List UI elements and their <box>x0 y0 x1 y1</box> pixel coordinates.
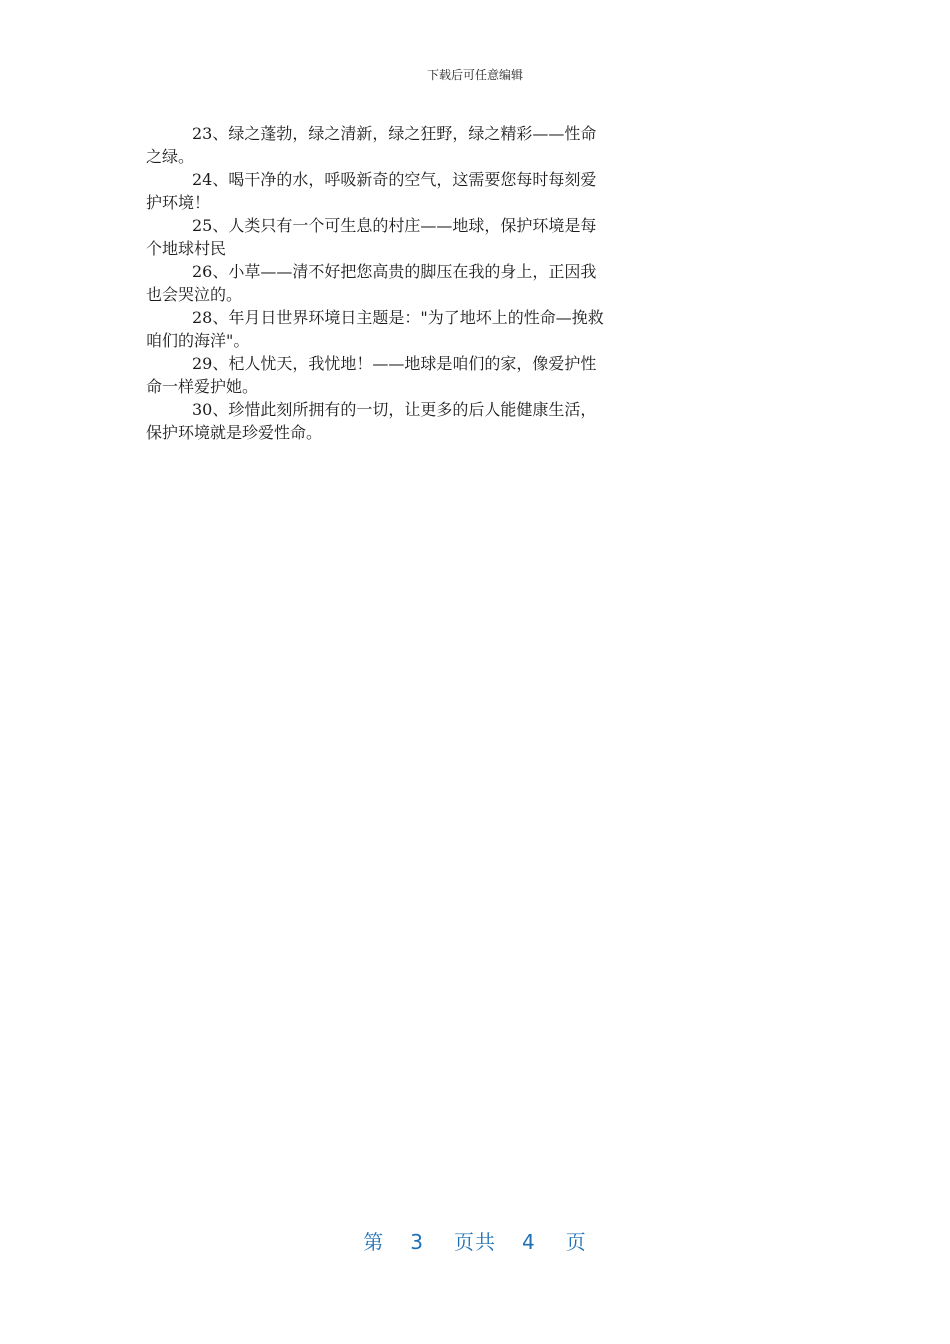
paragraph <box>146 397 806 443</box>
document-body <box>146 121 806 443</box>
paragraph-line: 也会哭泣的。 <box>146 285 243 304</box>
paragraph-line: 保护环境就是珍爱性命。 <box>146 423 323 442</box>
paragraph-line: 25、人类只有一个可生息的村庄——地球，保护环境是每 <box>192 216 597 235</box>
total-page-number: 4 <box>522 1230 536 1254</box>
paragraph-line: 24、喝干净的水，呼吸新奇的空气，这需要您每时每刻爱 <box>192 170 597 189</box>
paragraph <box>146 351 806 397</box>
paragraph <box>146 305 806 351</box>
paragraph-line: 29、杞人忧天，我忧地！——地球是咱们的家，像爱护性 <box>192 354 597 373</box>
paragraph-line: 26、小草——清不好把您高贵的脚压在我的身上，正因我 <box>192 262 597 281</box>
paragraph-line: 之绿。 <box>146 147 195 166</box>
paragraph-line: 23、绿之蓬勃，绿之清新，绿之狂野，绿之精彩——性命 <box>192 124 597 143</box>
paragraph-line: 28、年月日世界环境日主题是："为了地坏上的性命—挽救 <box>192 308 604 327</box>
current-page-number: 3 <box>410 1230 424 1254</box>
footer-prefix: 第 <box>363 1230 385 1254</box>
footer-middle: 页共 <box>454 1230 496 1254</box>
footer-suffix: 页 <box>565 1230 587 1254</box>
page-number-footer <box>0 1226 950 1255</box>
paragraph <box>146 121 806 167</box>
paragraph <box>146 213 806 259</box>
paragraph-line: 命一样爱护她。 <box>146 377 259 396</box>
paragraph-line: 咱们的海洋"。 <box>146 331 250 350</box>
paragraph-line: 个地球村民 <box>146 239 227 258</box>
paragraph-line: 护环境！ <box>146 193 211 212</box>
paragraph <box>146 167 806 213</box>
page-header: 下载后可任意编辑 <box>426 68 523 82</box>
paragraph-line: 30、珍惜此刻所拥有的一切，让更多的后人能健康生活， <box>192 400 597 419</box>
paragraph <box>146 259 806 305</box>
